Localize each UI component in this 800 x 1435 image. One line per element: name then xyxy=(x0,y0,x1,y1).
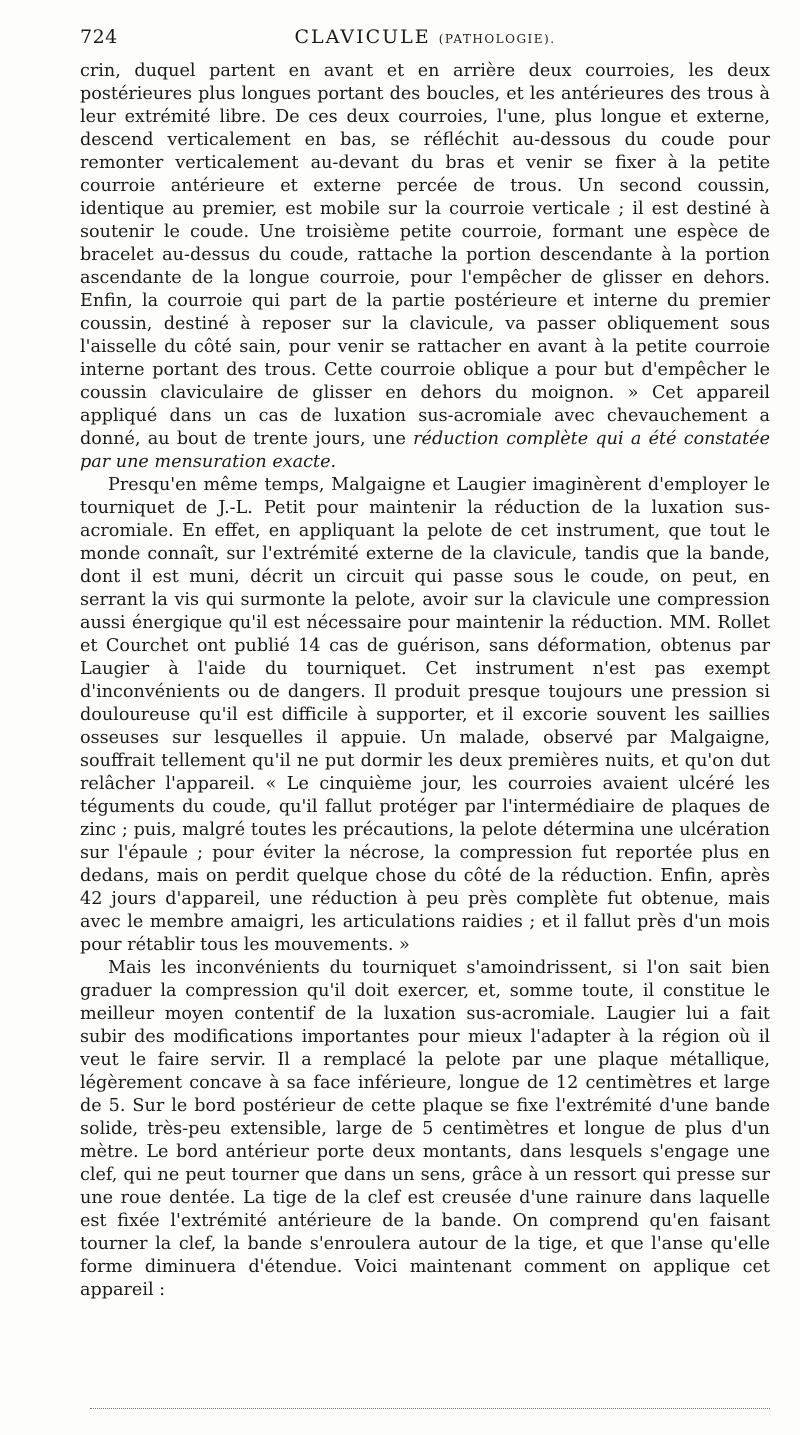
paragraph xyxy=(80,957,770,1302)
italic-text: réduction complète qui a été constatée par une mensuration exacte. xyxy=(80,429,770,472)
paragraph xyxy=(80,474,770,957)
running-head-subtitle: (PATHOLOGIE). xyxy=(438,32,556,46)
paragraph-text: crin, duquel partent en avant et en arrière deux courroies, les deux postérieures plus longues portant des boucles, et les antérieures des trous à leur extrémité libre. De ces deux courroies, l'une, plus longue et externe, descend verticalement en bas, se réfléchit au-dessous du coude pour remonter verticalement au-devant du bras et venir se fixer à la petite courroie antérieure et externe percée de trous. Un second coussin, identique au premier, est mobile sur la courroie verticale ; il est destiné à soutenir le coude. Une troisième petite courroie, formant une espèce de bracelet au-dessus du coude, rattache la portion descendante à la portion ascendante de la longue courroie, pour l'empêcher de glisser en dehors. Enfin, la courroie qui part de la partie postérieure et interne du premier coussin, destiné à reposer sur la clavicule, va passer obliquement sous l'aisselle du côté sain, pour venir se rattacher en avant à la petite courroie interne portant des trous. Cette courroie oblique a pour but d'empêcher le coussin claviculaire de glisser en dehors du moignon. » Cet appareil appliqué dans un cas de luxation sus-acromiale avec chevauchement a donné, au bout de trente jours, une xyxy=(80,61,770,449)
running-head-title: CLAVICULE xyxy=(294,26,431,48)
footer-dotted-rule xyxy=(90,1408,770,1409)
paragraph-text: Mais les inconvénients du tourniquet s'amoindrissent, si l'on sait bien graduer la compression qu'il doit exercer, et, somme toute, il constitue le meilleur moyen contentif de la luxation sus-acromiale. Laugier lui a fait subir des modifications importantes pour mieux l'adapter à la région où il veut le faire servir. Il a remplacé la pelote par une plaque métallique, légèrement concave à sa face inférieure, longue de 12 centimètres et large de 5. Sur le bord postérieur de cette plaque se fixe l'extrémité d'une bande solide, très-peu extensible, large de 5 centimètres et longue de plus d'un mètre. Le bord antérieur porte deux montants, dans lesquels s'engage une clef, qui ne peut tourner que dans un sens, grâce à un ressort qui presse sur une roue dentée. La tige de la clef est creusée d'une rainure dans laquelle est fixée l'extrémité antérieure de la bande. On comprend qu'en faisant tourner la clef, la bande s'enroulera autour de la tige, et que l'anse qu'elle forme diminuera d'étendue. Voici maintenant comment on applique cet appareil : xyxy=(80,958,770,1300)
paragraph xyxy=(80,60,770,474)
page-header xyxy=(80,26,770,56)
paragraph-text: Presqu'en même temps, Malgaigne et Laugier imaginèrent d'employer le tourniquet de J.-L. Petit pour maintenir la réduction de la luxation sus-acromiale. En effet, en appliquant la pelote de cet instrument, que tout le monde connaît, sur l'extrémité externe de la clavicule, tandis que la bande, dont il est muni, décrit un circuit qui passe sous le coude, on peut, en serrant la vis qui surmonte la pelote, avoir sur la clavicule une compression aussi énergique qu'il est nécessaire pour maintenir la réduction. MM. Rollet et Courchet ont publié 14 cas de guérison, sans déformation, obtenus par Laugier à l'aide du tourniquet. Cet instrument n'est pas exempt d'inconvénients ou de dangers. Il produit presque toujours une pression si douloureuse qu'il est difficile à supporter, et il excorie souvent les saillies osseuses sur lesquelles il appuie. Un malade, observé par Malgaigne, souffrait tellement qu'il ne put dormir les deux premières nuits, et qu'on dut relâcher l'appareil. « Le cinquième jour, les courroies avaient ulcéré les téguments du coude, qu'il fallut protéger par l'intermédiaire de plaques de zinc ; puis, malgré toutes les précautions, la pelote détermina une ulcération sur l'épaule ; pour éviter la nécrose, la compression fut reportée plus en dedans, mais on perdit quelque chose du côté de la réduction. Enfin, après 42 jours d'appareil, une réduction à peu près complète fut obtenue, mais avec le membre amaigri, les articulations raidies ; et il fallut près d'un mois pour rétablir tous les mouvements. » xyxy=(80,475,770,955)
body-text xyxy=(80,60,770,1302)
page-number: 724 xyxy=(80,26,118,48)
running-head xyxy=(80,26,770,48)
